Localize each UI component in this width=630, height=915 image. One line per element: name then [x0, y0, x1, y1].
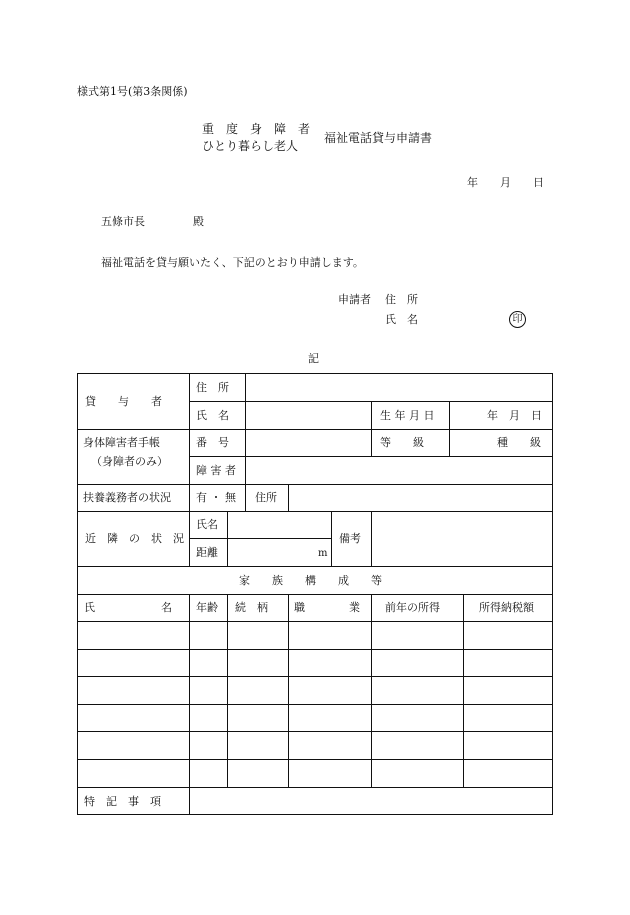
- title-line-2: ひとり暮らし老人: [202, 139, 299, 153]
- handbook-label-line2: （身障者のみ）: [91, 455, 168, 468]
- title-main: 福祉電話貸与申請書: [324, 131, 433, 145]
- lender-address-label: 住 所: [196, 381, 229, 394]
- lender-label: 貸 与 者: [85, 395, 162, 408]
- grade-label: 等 級: [380, 436, 424, 449]
- yes-no-option: 有 ・ 無: [196, 491, 236, 504]
- col-age-header: 年齢: [196, 601, 218, 614]
- handbook-number-label: 番 号: [196, 436, 229, 449]
- title-line-1: 重 度 身 障 者: [202, 122, 311, 136]
- birthdate-ymd: 年 月 日: [487, 409, 542, 422]
- applicant-name-label: 氏 名: [385, 313, 418, 326]
- handbook-label-line1: 身体障害者手帳: [83, 436, 160, 449]
- support-status-label: 扶養義務者の状況: [83, 491, 171, 504]
- disability-label: 障 害 者: [196, 464, 236, 477]
- birthdate-label: 生 年 月 日: [380, 409, 435, 422]
- body-text: 福祉電話を貸与願いたく、下記のとおり申請します。: [101, 256, 364, 269]
- col-relation-header: 続 柄: [235, 601, 268, 614]
- meter-unit: m: [318, 548, 328, 559]
- form-number: 様式第1号(第3条関係): [77, 85, 188, 98]
- neighbor-name-label: 氏名: [196, 518, 218, 531]
- honorific: 殿: [193, 215, 204, 228]
- family-heading: 家 族 構 成 等: [239, 574, 382, 587]
- date-line: 年 月 日: [467, 176, 544, 189]
- col-income-header: 前年の所得: [385, 601, 440, 614]
- col-name-header: 氏 名: [84, 601, 172, 614]
- remarks-label: 備考: [339, 532, 361, 545]
- support-address-label: 住所: [255, 491, 277, 504]
- lender-name-label: 氏 名: [196, 409, 229, 422]
- applicant-address-label: 住 所: [385, 293, 418, 306]
- col-job-header: 職 業: [294, 601, 360, 614]
- addressee: 五條市長: [101, 215, 145, 228]
- col-tax-header: 所得納税額: [479, 601, 534, 614]
- seal-mark: 印: [509, 311, 526, 328]
- special-notes-label: 特 記 事 項: [84, 795, 161, 808]
- applicant-label: 申請者: [338, 293, 371, 306]
- type-label: 種 級: [497, 436, 541, 449]
- neighbor-status-label: 近 隣 の 状 況: [85, 532, 184, 545]
- ki-label: 記: [308, 352, 319, 365]
- distance-label: 距離: [196, 546, 218, 559]
